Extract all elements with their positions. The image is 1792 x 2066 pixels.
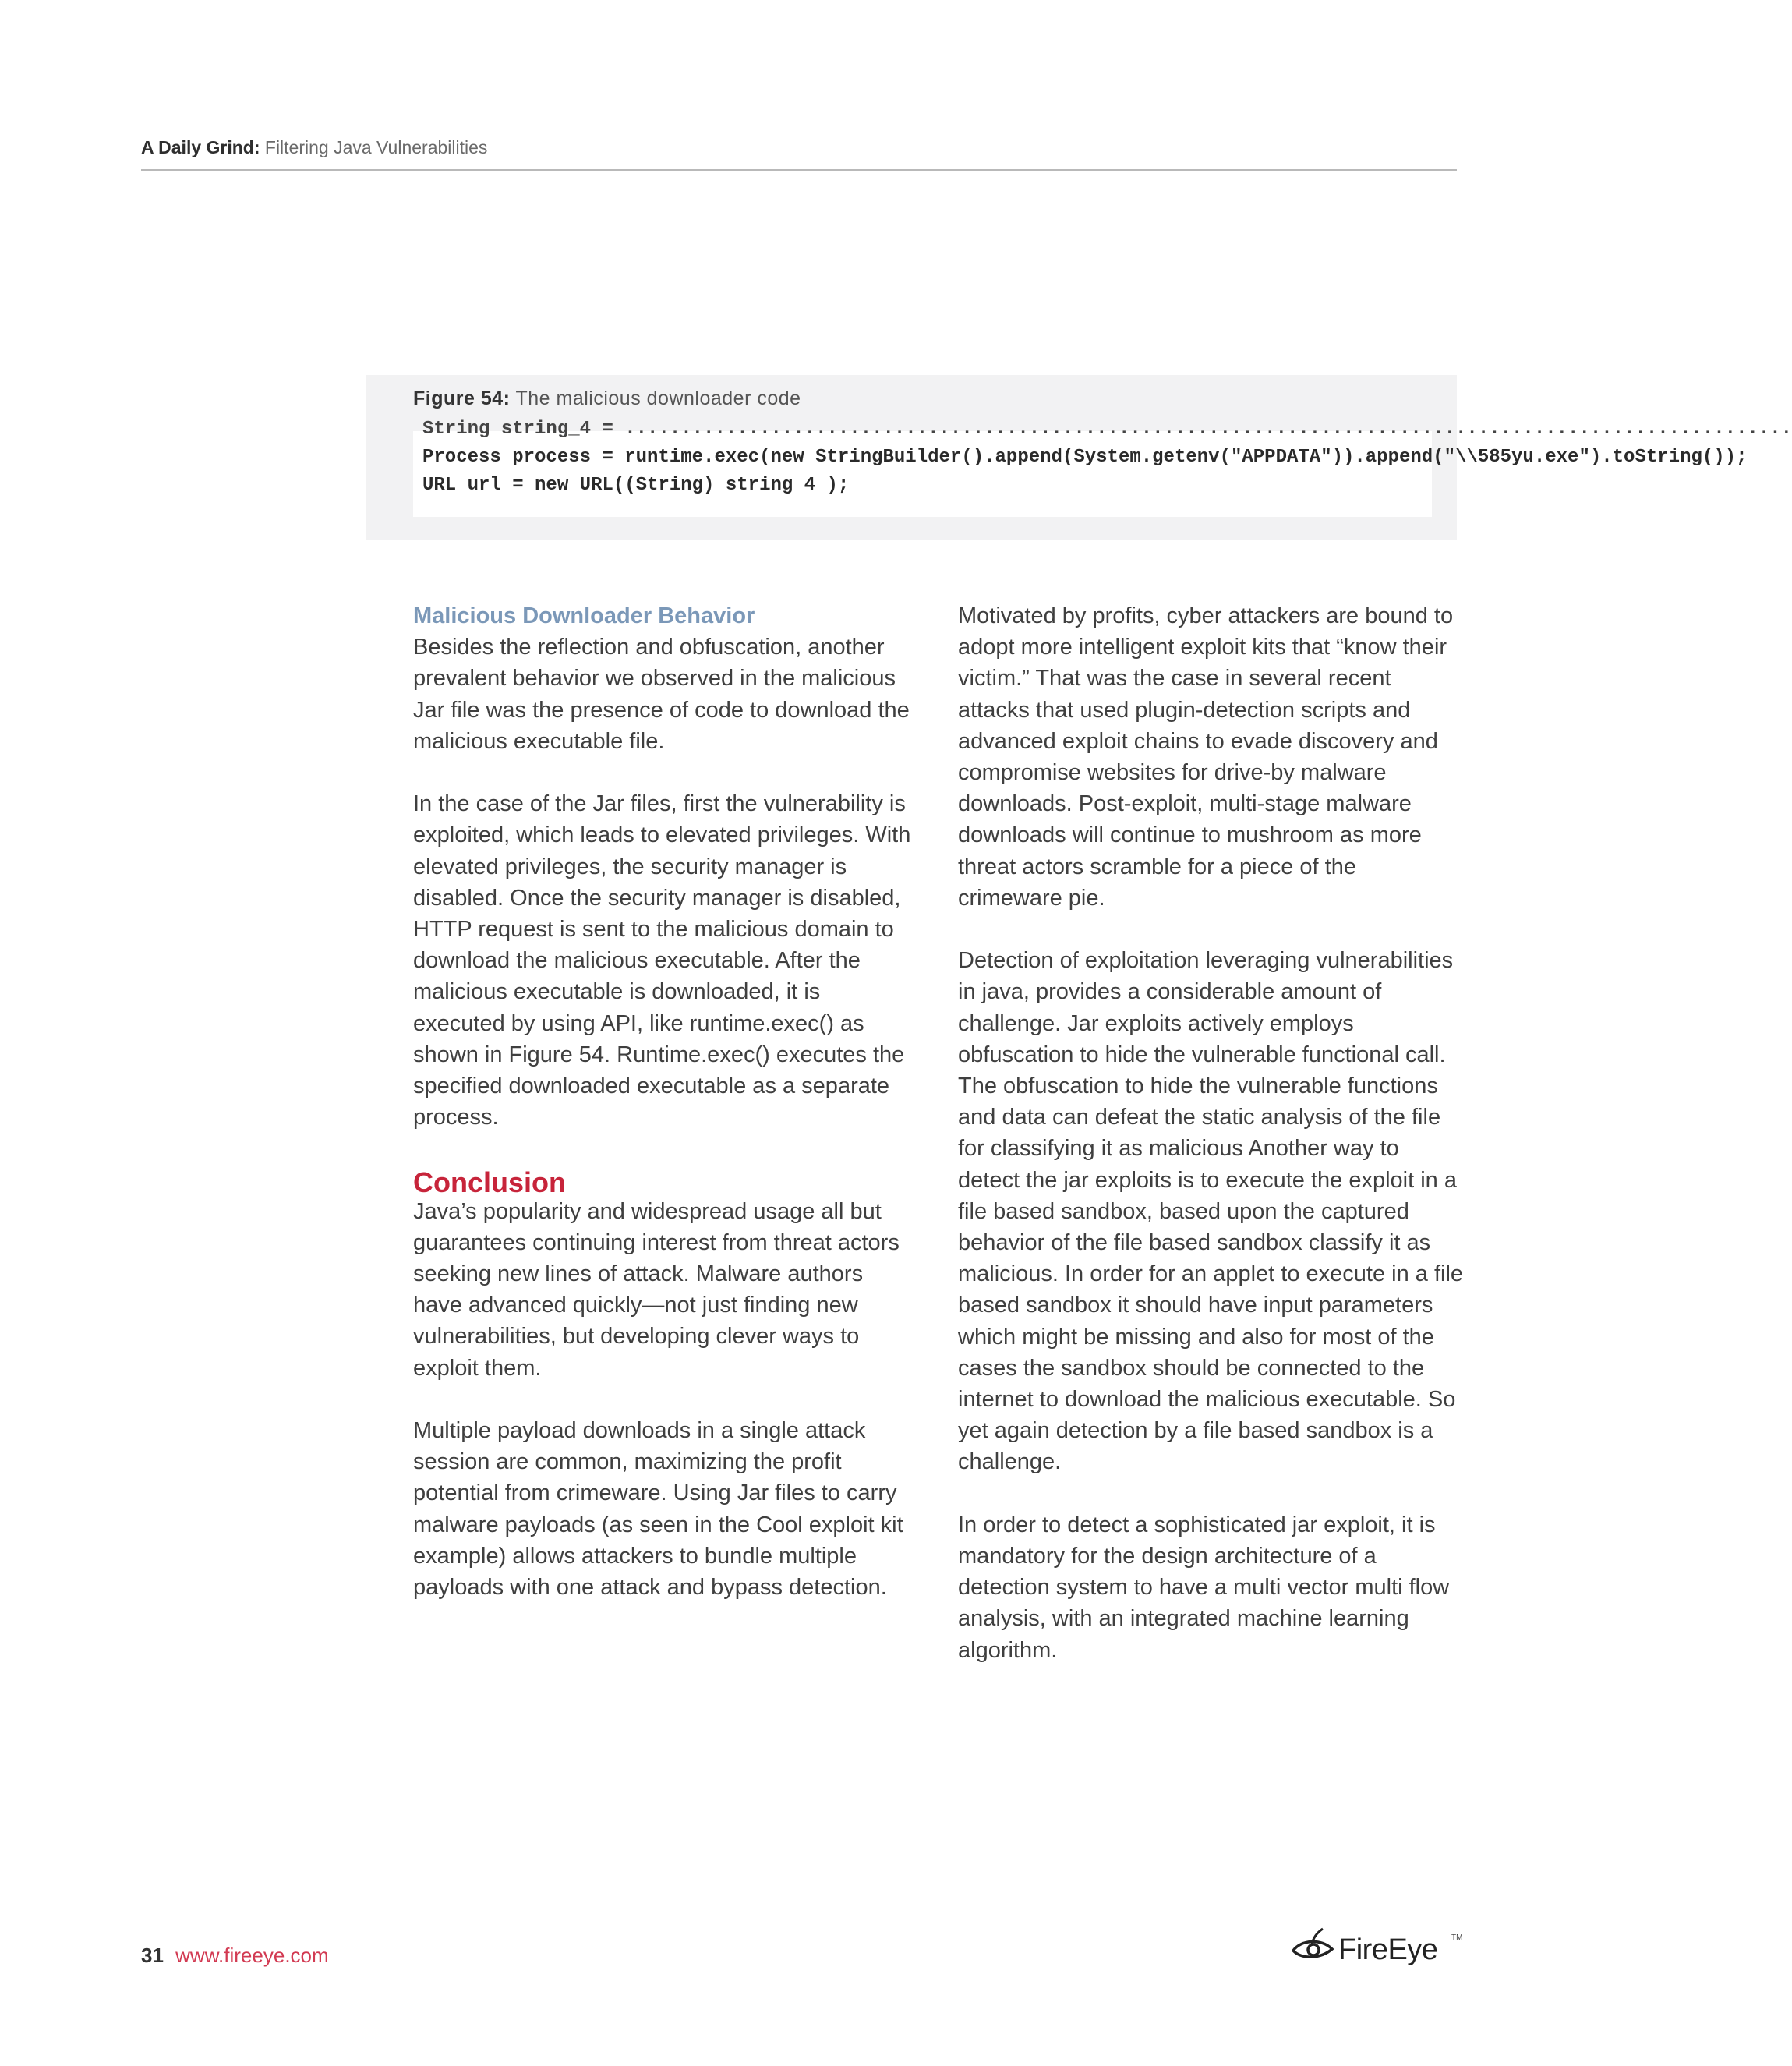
figure-caption	[413, 387, 801, 410]
subheading-malicious-downloader: Malicious Downloader Behavior	[413, 603, 755, 628]
left-column	[413, 600, 916, 1634]
paragraph: Motivated by profits, cyber attackers are bound to adopt more intelligent exploit kits that “know their victim.” That was the case in several recent attacks that used plugin-detection scripts and advanced exploit chains to evade discovery and compromise websites for drive-by malware downloads. Post-exploit, multi-stage malware downloads will continue to mushroom as more threat actors scramble for a piece of the crimeware pie.	[958, 603, 1454, 911]
fireeye-logo	[1290, 1924, 1463, 1972]
paragraph: In the case of the Jar files, first the vulnerability is exploited, which leads to elevated privileges. With elevated privileges, the security manager is disabled. Once the security manager is disabled, HTTP request is sent to the malicious domain to download the malicious executable. After the malicious executable is downloaded, it is executed by using API, like runtime.exec() as shown in Figure 54. Runtime.exec() executes the specified downloaded executable as a separate process.	[413, 791, 911, 1130]
code-line-2: URL url = new URL((String) string 4 );	[422, 475, 850, 496]
heading-conclusion: Conclusion	[413, 1166, 566, 1198]
right-column	[958, 600, 1465, 1697]
paragraph: Besides the reflection and obfuscation, another prevalent behavior we observed in the malicious Jar file was the presence of code to download the malicious executable file.	[413, 635, 910, 754]
running-header	[141, 137, 1457, 171]
page-footer	[141, 1944, 329, 1968]
logo-wordmark: FireEye	[1338, 1933, 1438, 1966]
figure-caption-text: The malicious downloader code	[515, 387, 801, 409]
code-line-cut: String string_4 = ........................................................................................................	[422, 419, 1792, 440]
figure-54	[366, 375, 1792, 540]
paragraph: Multiple payload downloads in a single attack session are common, maximizing the profit potential from crimeware. Using Jar files to carry malware payloads (as seen in the Cool exploit kit example) allows attackers to bundle multiple payloads with one attack and bypass detection.	[413, 1418, 903, 1601]
paragraph: In order to detect a sophisticated jar exploit, it is mandatory for the design architecture of a detection system to have a multi vector multi flow analysis, with an integrated machine learning algorithm.	[958, 1512, 1450, 1663]
header-title-rest: Filtering Java Vulnerabilities	[264, 137, 488, 157]
paragraph: Java’s popularity and widespread usage all but guarantees continuing interest from threat actors seeking new lines of attack. Malware authors have advanced quickly—not just finding new vulnerabilities, but developing clever ways to exploit them.	[413, 1198, 900, 1381]
footer-url-link[interactable]: www.fireeye.com	[175, 1944, 329, 1967]
paragraph: Detection of exploitation leveraging vulnerabilities in java, provides a considerable amount of challenge. Jar exploits actively employs obfuscation to hide the vulnerable functional call. The obfuscation to hide the vulnerable functions and data can defeat the static analysis of the file for classifying it as malicious Another way to detect the jar exploits is to execute the exploit in a file based sandbox, based upon the captured behavior of the file based sandbox classify it as malicious. In order for an applet to execute in a file based sandbox it should have input parameters which might be missing and also for most of the cases the sandbox should be connected to the internet to download the malicious executable. So yet again detection by a file based sandbox is a challenge.	[958, 948, 1464, 1475]
page-number: 31	[141, 1944, 164, 1967]
figure-label: Figure 54:	[413, 387, 511, 409]
code-screenshot	[413, 419, 1792, 517]
logo-trademark: TM	[1451, 1933, 1463, 1942]
code-line-1: Process process = runtime.exec(new StringBuilder().append(System.getenv("APPDATA")).append("\\585yu.exe").toString());	[422, 447, 1748, 468]
fireeye-eye-logo-icon	[1290, 1927, 1335, 1968]
header-title-bold: A Daily Grind:	[141, 137, 260, 157]
